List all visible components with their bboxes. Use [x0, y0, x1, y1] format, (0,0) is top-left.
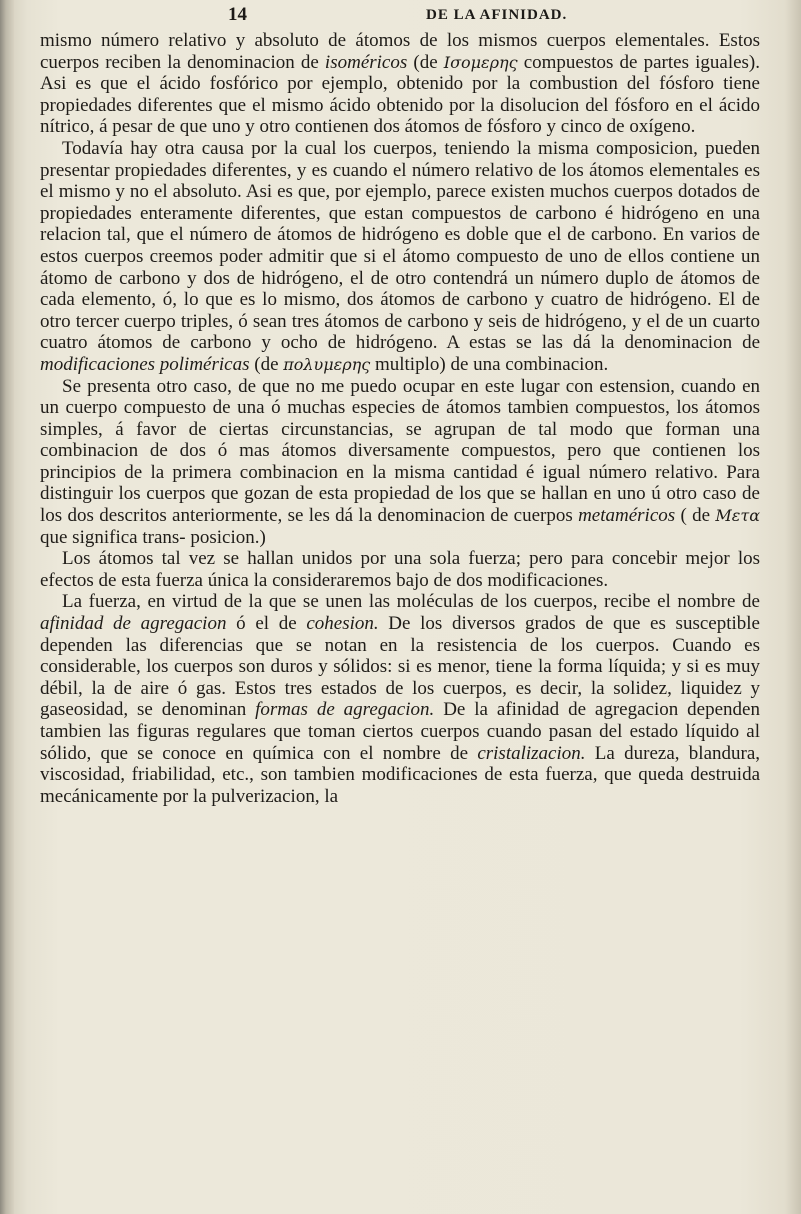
- paragraph-3: [40, 376, 760, 549]
- italic-term: metaméricos: [578, 505, 676, 527]
- text-run: (de: [407, 51, 444, 73]
- text-run: Se presenta otro caso, de que no me puedo ocupar en este lugar con estension, cuando en un cuerpo compuesto de una ó muchas especies de átomos tambien compuestos, los átomos simples, á favor de ciertas circunstancias, se agrupan de tal modo que forman una combinacion de dos ó mas átomos diversamente compuestos, pero que contienen los principios de la primera combinacion en la misma cantidad é igual número relativo. Para distinguir los cuerpos que gozan de esta propiedad de los que se hallan en uno ú otro caso de los dos descritos anteriormente, se les dá la denominacion de cuerpos: [40, 375, 760, 527]
- running-head: DE LA AFINIDAD.: [426, 7, 568, 23]
- italic-term: isoméricos: [324, 51, 408, 73]
- text-run: De la afinidad de agregacion dependen tambien las figuras regulares que toman ciertos cuerpos cuando pasan del estado líquido al sólido, que se conoce en química con el nombre de: [40, 699, 760, 764]
- text-run: compuestos de partes iguales). Asi es que el ácido fosfórico por ejemplo, obtenido por la combustion del fósforo tiene propiedades diferentes que el mismo ácido obtenido por la disolucion del fósforo en el ácido nítrico, á pesar de que uno y otro contienen dos átomos de fósforo y cinco de oxígeno.: [40, 51, 761, 138]
- greek-word: Ισομερης: [443, 52, 518, 72]
- text-run: ó el de: [226, 613, 307, 635]
- text-run: multiplo) de una combinacion.: [370, 353, 609, 375]
- text-run: (de: [249, 353, 284, 375]
- greek-word: Μετα: [715, 506, 761, 526]
- italic-term: modificaciones polimériсas: [40, 353, 250, 375]
- page-header: [228, 4, 698, 26]
- page-number: 14: [228, 4, 247, 25]
- text-run: que significa trans- posicion.): [40, 526, 266, 548]
- italic-term: cohesion.: [306, 613, 379, 635]
- text-run: Los átomos tal vez se hallan unidos por una sola fuerza; pero para concebir mejor los efectos de esta fuerza única la consideraremos bajo de dos modificaciones.: [40, 548, 760, 591]
- italic-term: formas de agregacion.: [255, 699, 435, 721]
- text-run: ( de: [675, 505, 716, 527]
- paragraph-1: [40, 30, 760, 138]
- greek-word: πολυμερης: [283, 354, 371, 374]
- text-run: Todavía hay otra causa por la cual los cuerpos, teniendo la misma composicion, pueden presentar propiedades diferentes, y es cuando el número relativo de los átomos elementales es el mismo y no el absoluto. Asi es que, por ejemplo, parece existen muchos cuerpos dotados de propiedades enteramente diferentes, que estan compuestos de carbono é hidrógeno en una relacion tal, que el número de átomos de hidrógeno es doble que el de carbono. En varios de estos cuerpos creemos poder admitir que si el átomo compuesto de uno de ellos contiene un átomo de carbono y dos de hidrógeno, el de otro contendrá un número duplo de átomos de cada elemento, ó, lo que es lo mismo, dos átomos de carbono y cuatro de hidrógeno. El de otro tercer cuerpo triples, ó sean tres átomos de carbono y seis de hidrógeno, y el de un cuarto cuatro átomos de carbono y ocho de hidrógeno. A estas se las dá la denominacion de: [40, 137, 760, 354]
- italic-term: afinidad de agregacion: [40, 613, 227, 635]
- binding-edge: [0, 0, 14, 1214]
- paragraph-4: [40, 548, 760, 591]
- text-run: La fuerza, en virtud de la que se unen las moléculas de los cuerpos, recibe el nombre de: [62, 591, 760, 613]
- text-run: De los diversos grados de que es susceptible dependen las diferencias que se notan en la resistencia de los cuerpos. Cuando es considerable, los cuerpos son duros y sólidos: si es menor, tiene la forma líquida; y si es muy débil, la de aire ó gas. Estos tres estados de los cuerpos, es decir, la solidez, liquidez y gaseosidad, se denominan: [40, 613, 760, 721]
- paragraph-5: [40, 591, 760, 807]
- paragraph-2: [40, 138, 760, 376]
- italic-term: cristalizacion.: [477, 742, 586, 764]
- text-run: La dureza, blandura, viscosidad, friabilidad, etc., son tambien modificaciones de esta fuerza, que queda destruida mecánicamente por la pulverizacion, la: [40, 742, 761, 807]
- body-text: [40, 30, 760, 807]
- text-run: mismo número relativo y absoluto de átomos de los mismos cuerpos elementales. Estos cuerpos reciben la denominacion de: [40, 30, 760, 73]
